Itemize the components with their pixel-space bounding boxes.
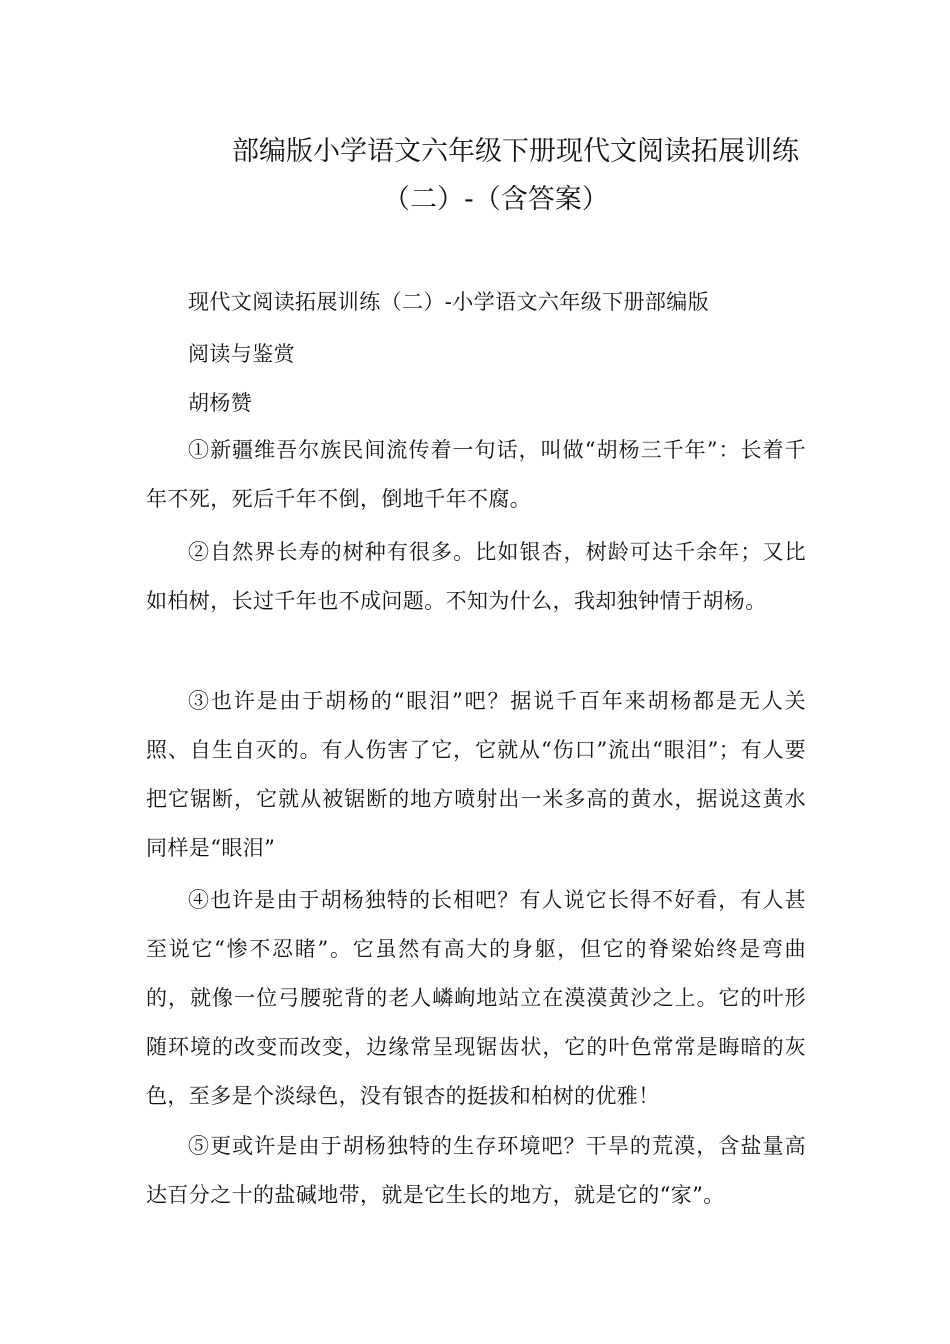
document-title-line-1: 部编版小学语文六年级下册现代文阅读拓展训练: [232, 136, 799, 167]
paragraph-5: ⑤更或许是由于胡杨独特的生存环境吧？干旱的荒漠，含盐量高达百分之十的盐碱地带，就是它生长的地方，就是它的“家”。: [146, 1134, 806, 1207]
paragraph-4: ④也许是由于胡杨独特的长相吧？有人说它长得不好看，有人甚至说它“惨不忍睹”。它虽然有高大的身躯，但它的脊梁始终是弯曲的，就像一位弓腰驼背的老人嶙峋地站立在漠漠黄沙之上。它的叶形随环境的改变而改变，边缘常呈现锯齿状，它的叶色常常是晦暗的灰色，至多是个淡绿色，没有银杏的挺拔和柏树的优雅！: [146, 888, 806, 1108]
document-subtitle: 现代文阅读拓展训练（二）-小学语文六年级下册部编版: [188, 290, 710, 314]
document-title-line-2: （二）-（含答案）: [383, 184, 609, 215]
paragraph-1: ①新疆维吾尔族民间流传着一句话，叫做“胡杨三千年”：长着千年不死，死后千年不倒，倒地千年不腐。: [146, 438, 806, 511]
section-heading: 阅读与鉴赏: [188, 342, 295, 366]
paragraph-3: ③也许是由于胡杨的“眼泪”吧？据说千百年来胡杨都是无人关照、自生自灭的。有人伤害了它，它就从“伤口”流出“眼泪”；有人要把它锯断，它就从被锯断的地方喷射出一米多高的黄水，据说这黄水同样是“眼泪”: [146, 689, 806, 860]
essay-title: 胡杨赞: [188, 391, 253, 415]
paragraph-2: ②自然界长寿的树种有很多。比如银杏，树龄可达千余年；又比如柏树，长过千年也不成问题。不知为什么，我却独钟情于胡杨。: [146, 540, 806, 613]
